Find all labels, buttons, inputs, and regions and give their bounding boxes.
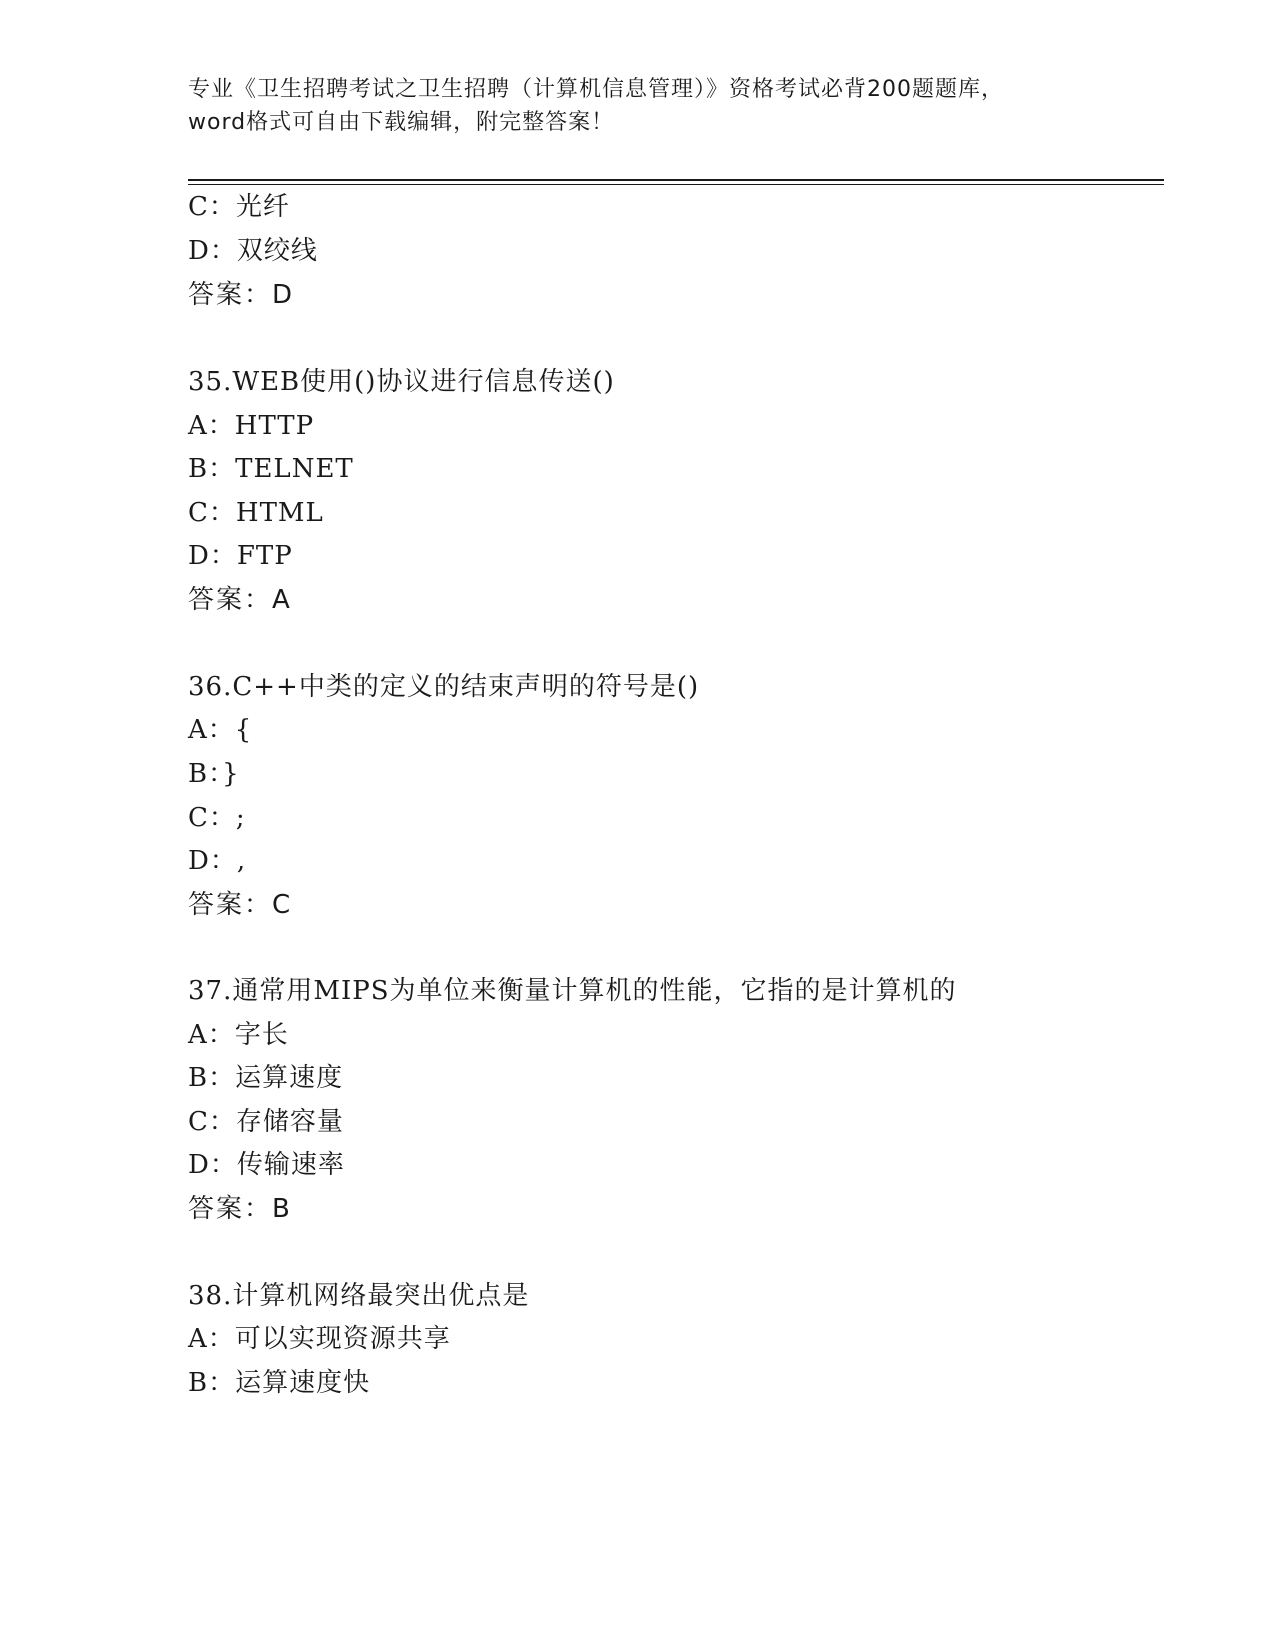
- option-line: C：光纤: [188, 192, 290, 222]
- option-line: D：,: [188, 846, 247, 876]
- option-line: A：字长: [188, 1020, 289, 1050]
- header-line-2: word格式可自由下载编辑，附完整答案！: [188, 110, 615, 135]
- option-line: A：{: [188, 715, 253, 745]
- document-header: [188, 73, 1088, 139]
- answer-line: 答案：C: [188, 890, 293, 920]
- option-line: D：FTP: [188, 541, 293, 571]
- option-line: A：可以实现资源共享: [188, 1324, 451, 1354]
- answer-line: 答案：D: [188, 280, 295, 310]
- option-line: B：}: [188, 759, 240, 789]
- option-line: B：TELNET: [188, 454, 354, 484]
- option-line: C：存储容量: [188, 1107, 344, 1137]
- option-line: D：传输速率: [188, 1150, 345, 1180]
- header-rule-thin: [188, 184, 1164, 185]
- question-text: 38.计算机网络最突出优点是: [188, 1281, 530, 1311]
- option-line: C：;: [188, 803, 246, 833]
- answer-line: 答案：B: [188, 1194, 292, 1224]
- option-line: C：HTML: [188, 498, 324, 528]
- option-line: B：运算速度: [188, 1063, 344, 1093]
- answer-line: 答案：A: [188, 585, 292, 615]
- option-line: A：HTTP: [188, 411, 315, 441]
- question-text: 36.C++中类的定义的结束声明的符号是(): [188, 672, 700, 702]
- option-line: D：双绞线: [188, 236, 318, 266]
- option-line: B：运算速度快: [188, 1368, 371, 1398]
- question-text: 35.WEB使用()协议进行信息传送(): [188, 367, 615, 397]
- header-rule-thick: [188, 179, 1164, 181]
- question-text: 37.通常用MIPS为单位来衡量计算机的性能，它指的是计算机的: [188, 976, 957, 1006]
- header-line-1: 专业《卫生招聘考试之卫生招聘（计算机信息管理）》资格考试必背200题题库，: [188, 77, 1004, 102]
